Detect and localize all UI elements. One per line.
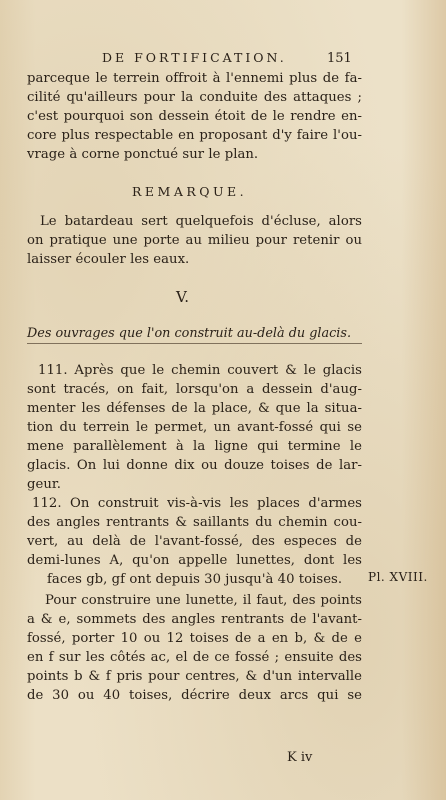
text-line: cilité qu'ailleurs pour la conduite des attaques ; xyxy=(27,90,362,105)
page-number: 151 xyxy=(327,51,352,66)
text-line: 111. Après que le chemin couvert & le glacis xyxy=(38,363,362,378)
text-line: glacis. On lui donne dix ou douze toises de lar- xyxy=(27,458,362,473)
running-title: DE FORTIFICATION. xyxy=(102,50,287,65)
text-line: 112. On construit vis-à-vis les places d'armes xyxy=(32,496,362,511)
signature-mark: K iv xyxy=(287,750,313,765)
text-line: mene parallèlement à la ligne qui termine le xyxy=(27,439,362,454)
text-line: menter les défenses de la place, & que la situa- xyxy=(27,401,362,416)
text-line: Pour construire une lunette, il faut, des points xyxy=(45,593,362,608)
remarque-heading: REMARQUE. xyxy=(132,184,248,199)
text-line: faces gb, gf ont depuis 30 jusqu'à 40 toises. xyxy=(47,572,343,587)
text-line: laisser écouler les eaux. xyxy=(27,252,190,267)
text-line: vert, au delà de l'avant-fossé, des especes de xyxy=(27,534,362,549)
text-line: demi-lunes A, qu'on appelle lunettes, dont les xyxy=(27,553,362,568)
text-line: sont tracés, on fait, lorsqu'on a dessein d'aug- xyxy=(27,382,362,397)
text-line: de 30 ou 40 toises, décrire deux arcs qui se xyxy=(27,688,362,703)
plate-reference: Pl. XVIII. xyxy=(368,570,428,584)
section-number: V. xyxy=(176,288,189,306)
text-line: points b & f pris pour centres, & d'un intervalle xyxy=(27,669,362,684)
text-line: Le batardeau sert quelquefois d'écluse, alors xyxy=(40,214,362,229)
text-line: fossé, porter 10 ou 12 toises de a en b, & de e xyxy=(27,631,362,646)
text-line: en f sur les côtés ac, el de ce fossé ; ensuite des xyxy=(27,650,362,665)
text-line: c'est pourquoi son dessein étoit de le rendre en- xyxy=(27,109,362,124)
text-line: core plus respectable en proposant d'y faire l'ou- xyxy=(27,128,362,143)
text-line: des angles rentrants & saillants du chemin cou- xyxy=(27,515,362,530)
section-title: Des ouvrages que l'on construit au-delà du glacis. xyxy=(27,326,362,344)
text-line: vrage à corne ponctué sur le plan. xyxy=(27,147,259,162)
text-line: tion du terrein le permet, un avant-fossé qui se xyxy=(27,420,362,435)
text-line: geur. xyxy=(27,477,62,492)
text-line: parceque le terrein offroit à l'ennemi plus de fa- xyxy=(27,71,362,86)
text-line: on pratique une porte au milieu pour retenir ou xyxy=(27,233,362,248)
text-line: a & e, sommets des angles rentrants de l'avant- xyxy=(27,612,362,627)
